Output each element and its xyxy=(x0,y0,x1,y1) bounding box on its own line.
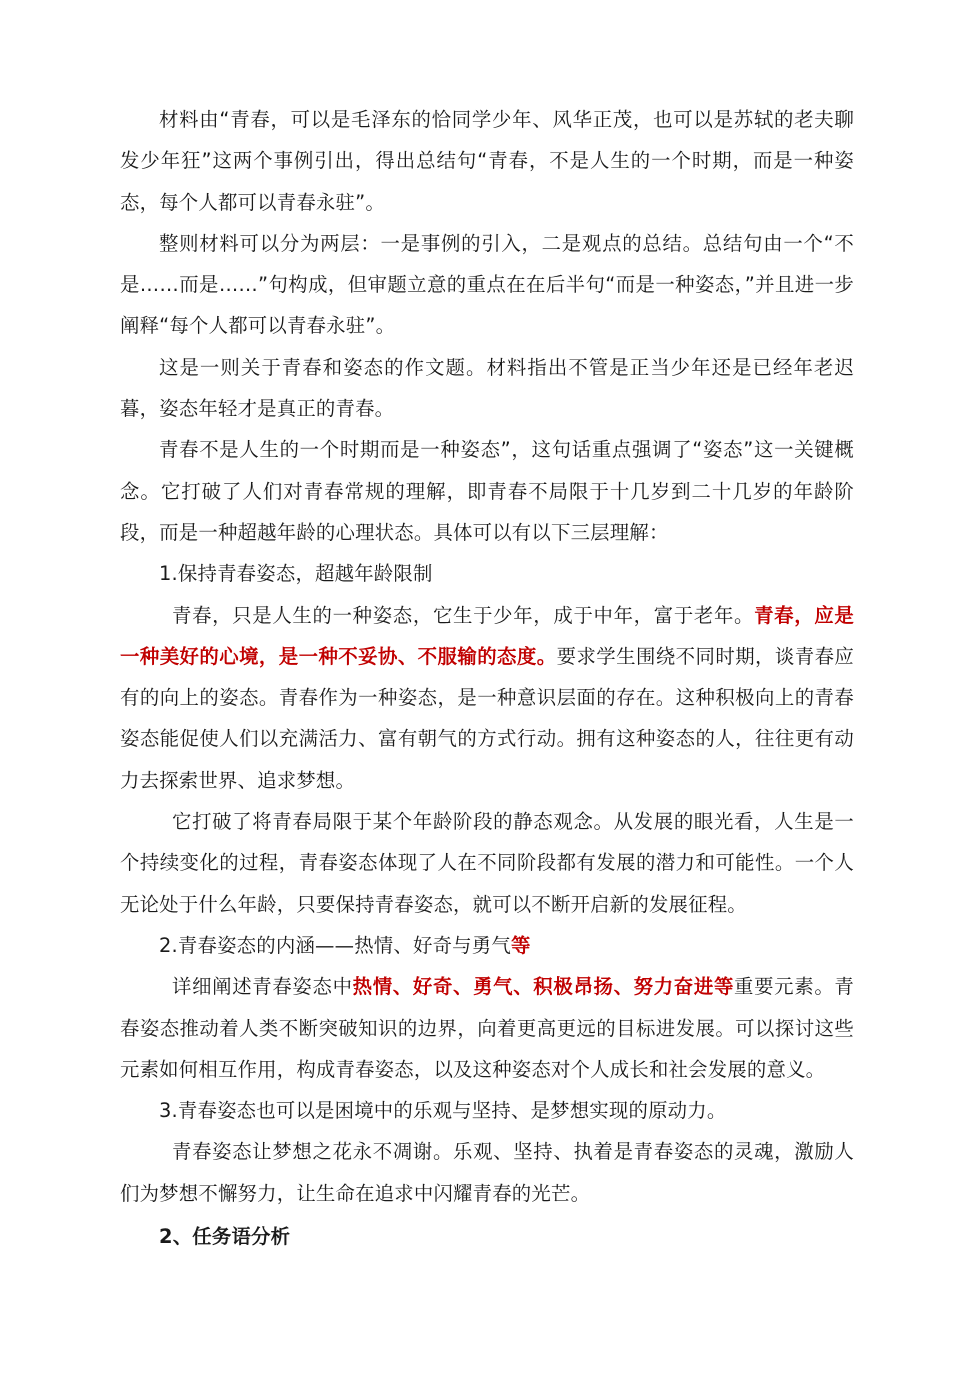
point-1-text-start: 青春，只是人生的一种姿态，它生于少年，成于中年，富于老年。 xyxy=(172,603,755,627)
point-1-heading: 1.保持青春姿态，超越年龄限制 xyxy=(159,562,433,586)
paragraph-key-concept: 青春不是人生的一个时期而是一种姿态”，这句话重点强调了“姿态”这一关键概念。它打破了人们对青春常规的理解，即青春不局限于十几岁到二十几岁的年龄阶段，而是一种超越年龄的心理状态。具体可以有以下三层理解： xyxy=(120,438,854,544)
point-2-text-end: 重要元素。青春姿态推动着人类不断突破知识的边界，向着更高更远的目标进发展。可以探讨这些元素如何相互作用，构成青春姿态，以及这种姿态对个人成长和社会发展的意义。 xyxy=(120,975,854,1081)
paragraph-material-intro: 材料由“青春，可以是毛泽东的恰同学少年、风华正茂，也可以是苏轼的老夫聊发少年狂”这两个事例引出，得出总结句“青春，不是人生的一个时期，而是一种姿态，每个人都可以青春永驻”。 xyxy=(120,108,854,214)
point-2-text-start: 详细阐述青春姿态中 xyxy=(172,975,353,999)
point-2-highlight: 热情、好奇、勇气、积极昂扬、努力奋进等 xyxy=(352,975,735,999)
point-3-paragraph: 青春姿态让梦想之花永不凋谢。乐观、坚持、执着是青春姿态的灵魂，激励人们为梦想不懈努力，让生命在追求中闪耀青春的光芒。 xyxy=(120,1140,854,1205)
point-2-heading xyxy=(120,925,854,966)
point-3-heading: 3.青春姿态也可以是困境中的乐观与坚持、是梦想实现的原动力。 xyxy=(159,1099,727,1123)
point-1-text-end: 要求学生围绕不同时期，谈青春应有的向上的姿态。青春作为一种姿态，是一种意识层面的存在。这种积极向上的青春姿态能促使人们以充满活力、富有朝气的方式行动。拥有这种姿态的人，往往更有动力去探索世界、追求梦想。 xyxy=(120,644,855,792)
paragraph-topic-summary: 这是一则关于青春和姿态的作文题。材料指出不管是正当少年还是已经年老迟暮，姿态年轻才是真正的青春。 xyxy=(120,355,854,421)
section-2-heading: 2、任务语分析 xyxy=(159,1225,291,1249)
point-1-paragraph-2: 它打破了将青春局限于某个年龄阶段的静态观念。从发展的眼光看，人生是一个持续变化的过程，青春姿态体现了人在不同阶段都有发展的潜力和可能性。一个人无论处于什么年龄，只要保持青春姿态，就可以不断开启新的发展征程。 xyxy=(120,810,854,916)
point-2-heading-highlight: 等 xyxy=(510,933,531,957)
point-2-paragraph xyxy=(120,966,854,1090)
point-2-heading-text: 2.青春姿态的内涵——热情、好奇与勇气 xyxy=(159,933,511,957)
paragraph-material-structure: 整则材料可以分为两层：一是事例的引入，二是观点的总结。总结句由一个“不是……而是……”句构成，但审题立意的重点在在后半句“而是一种姿态，”并且进一步阐释“每个人都可以青春永驻”。 xyxy=(120,231,854,338)
point-1-paragraph-1 xyxy=(120,595,854,801)
point-1-highlight: 青春，应是一种美好的心境，是一种不妥协、不服输的态度。 xyxy=(120,603,854,668)
document-body xyxy=(120,99,854,1257)
